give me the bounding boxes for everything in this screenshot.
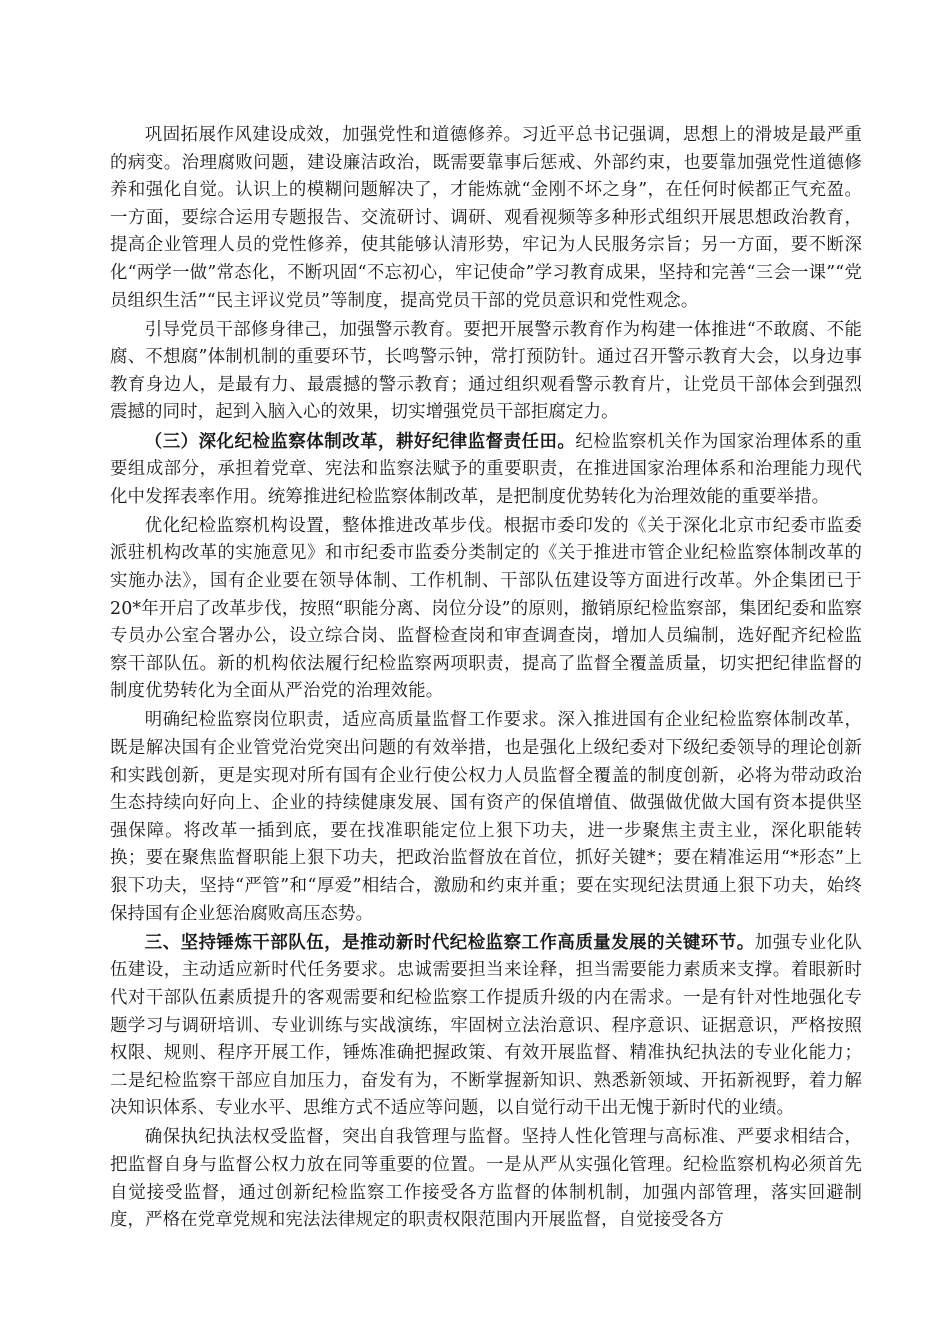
paragraph-text: 引导党员干部修身律己，加强警示教育。要把开展警示教育作为构建一体推进“不敢腐、不能腐、不想腐”体制机制的重要环节，长鸣警示钟，常打预防针。通过召开警示教育大会，以身边事教育身边人，是最有力、最震撼的警示教育；通过组织观看警示教育片，让党员干部体会到强烈震撼的同时，起到入脑入心的效果，切实增强党员干部拒腐定力。: [110, 319, 862, 423]
paragraph-style-construction: [110, 122, 862, 315]
paragraph-job-responsibilities: [110, 707, 862, 928]
paragraph-text: 加强专业化队伍建设，主动适应新时代任务要求。忠诚需要担当来诠释，担当需要能力素质来支撑。着眼新时代对干部队伍素质提升的客观需要和纪检监察工作提质升级的内在需求。一是有针对性地强化专题学习与调研培训、专业训练与实战演练，牢固树立法治意识、程序意识、证据意识，严格按照权限、规则、程序开展工作，锤炼准确把握政策、有效开展监督、精准执纪执法的专业化能力；二是纪检监察干部应自加压力，奋发有为，不断掌握新知识、熟悉新领域、开拓新视野，着力解决知识体系、专业水平、思维方式不适应等问题，以自觉行动干出无愧于新时代的业绩。: [110, 932, 862, 1119]
document-body: [110, 122, 862, 1236]
paragraph-part-3-cadre-team: [110, 930, 862, 1123]
section-heading: （三）深化纪检监察体制改革，耕好纪律监督责任田。: [144, 431, 576, 452]
paragraph-text: 纪检监察机关作为国家治理体系的重要组成部分，承担着党章、宪法和监察法赋予的重要职责，在推进国家治理体系和治理能力现代化中发挥表率作用。统筹推进纪检监察体制改革，是把制度优势转化为治理效能的重要举措。: [110, 431, 862, 507]
section-heading: 三、坚持锤炼干部队伍，是推动新时代纪检监察工作高质量发展的关键环节。: [144, 932, 755, 953]
paragraph-warning-education: [110, 317, 862, 427]
paragraph-section-3-reform: [110, 429, 862, 512]
paragraph-text: 优化纪检监察机构设置，整体推进改革步伐。根据市委印发的《关于深化北京市纪委市监委派驻机构改革的实施意见》和市纪委市监委分类制定的《关于推进市管企业纪检监察体制改革的实施办法》，国有企业要在领导体制、工作机制、干部队伍建设等方面进行改革。外企集团已于20*年开启了改革步伐，按照“职能分离、岗位分设”的原则，撤销原纪检监察部，集团纪委和监察专员办公室合署办公，设立综合岗、监督检查岗和审查调查岗，增加人员编制，选好配齐纪检监察干部队伍。新的机构依法履行纪检监察两项职责，提高了监督全覆盖质量，切实把纪律监督的制度优势转化为全面从严治党的治理效能。: [110, 515, 862, 702]
paragraph-text: 巩固拓展作风建设成效，加强党性和道德修养。习近平总书记强调，思想上的滑坡是最严重的病变。治理腐败问题，建设廉洁政治，既需要靠事后惩戒、外部约束，也要靠加强党性道德修养和强化自觉。认识上的模糊问题解决了，才能炼就“金刚不坏之身”，在任何时候都正气充盈。一方面，要综合运用专题报告、交流研讨、调研、观看视频等多种形式组织开展思想政治教育，提高企业管理人员的党性修养，使其能够认清形势，牢记为人民服务宗旨；另一方面，要不断深化“两学一做”常态化，不断巩固“不忘初心，牢记使命”学习教育成果，坚持和完善“三会一课”“党员组织生活”“民主评议党员”等制度，提高党员干部的党员意识和党性观念。: [110, 125, 862, 311]
paragraph-text: 明确纪检监察岗位职责，适应高质量监督工作要求。深入推进国有企业纪检监察体制改革，既是解决国有企业管党治党突出问题的有效举措，也是强化上级纪委对下级纪委领导的理论创新和实践创新，更是实现对所有国有企业行使公权力人员监督全覆盖的制度创新，必将为带动政治生态持续向好向上、企业的持续健康发展、国有资产的保值增值、做强做优做大国有资本提供坚强保障。将改革一插到底，要在找准职能定位上狠下功夫，进一步聚焦主责主业，深化职能转换；要在聚焦监督职能上狠下功夫，把政治监督放在首位，抓好关键*；要在精准运用“*形态”上狠下功夫，坚持“严管”和“厚爱”相结合，激励和约束并重；要在实现纪法贯通上狠下功夫，始终保持国有企业惩治腐败高压态势。: [110, 710, 862, 924]
paragraph-optimize-institutions: [110, 513, 862, 706]
paragraph-self-supervision: [110, 1124, 862, 1234]
paragraph-text: 确保执纪执法权受监督，突出自我管理与监督。坚持人性化管理与高标准、严要求相结合，把监督自身与监督公权力放在同等重要的位置。一是从严从实强化管理。纪检监察机构必须首先自觉接受监督，通过创新纪检监察工作接受各方监督的体制机制，加强内部管理，落实回避制度，严格在党章党规和宪法法律规定的职责权限范围内开展监督，自觉接受各方: [110, 1127, 862, 1231]
